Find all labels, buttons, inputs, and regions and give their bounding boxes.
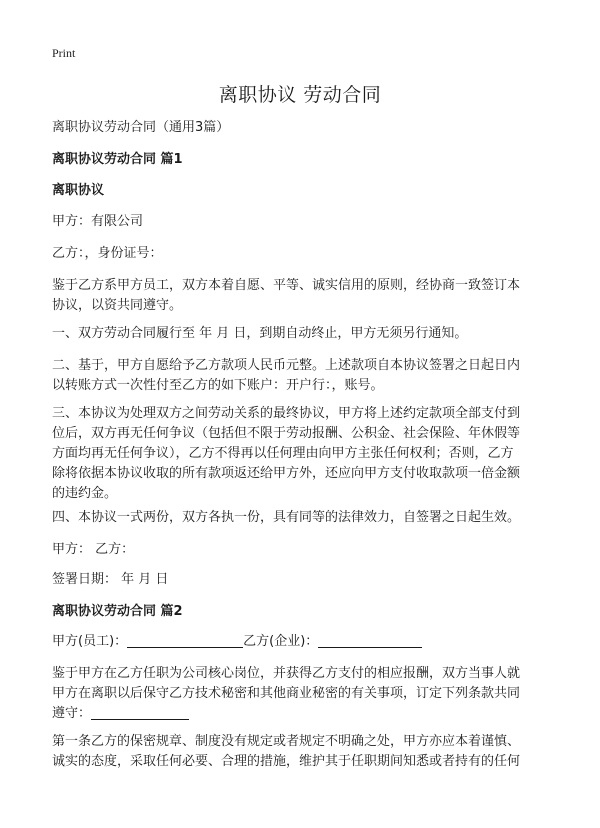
comply-blank bbox=[91, 705, 189, 720]
section-heading-2 bbox=[52, 602, 548, 622]
subtitle-text: 离职协议劳动合同（通用3篇） bbox=[52, 120, 230, 135]
paragraph-line-with-blank bbox=[52, 704, 548, 724]
employee-blank bbox=[127, 633, 243, 648]
section-heading-2-text: 离职协议劳动合同 篇2 bbox=[52, 604, 183, 619]
paragraph-line: 诚实的态度，采取任何必要、合理的措施，维护其于任职期间知悉或者持有的任何 bbox=[52, 754, 521, 769]
clause-4 bbox=[52, 508, 548, 528]
subtitle bbox=[52, 118, 548, 138]
clause-2 bbox=[52, 356, 548, 396]
paragraph-line: 三、本协议为处理双方之间劳动关系的最终协议，甲方将上述约定款项全部支付到 bbox=[52, 406, 521, 421]
paragraph-line: 二、基于，甲方自愿给予乙方款项人民币元整。上述款项自本协议签署之日起日内 bbox=[52, 358, 521, 373]
paragraph-line: 第一条乙方的保密规章、制度没有规定或者规定不明确之处，甲方亦应本着谨慎、 bbox=[52, 734, 521, 749]
party-fields-line bbox=[52, 632, 548, 652]
paragraph-line: 除将依据本协议收取的所有款项返还给甲方外，还应向甲方支付收取款项一倍金额 bbox=[52, 466, 521, 481]
paragraph-line: 四、本协议一式两份，双方各执一份，具有同等的法律效力，自签署之日起生效。 bbox=[52, 510, 521, 525]
paragraph-line: 方面均再无任何争议），乙方不得再以任何理由向甲方主张任何权利；否则，乙方 bbox=[52, 446, 514, 461]
clause-3 bbox=[52, 404, 548, 504]
signature-parties bbox=[52, 540, 548, 560]
section2-preamble bbox=[52, 664, 548, 724]
enterprise-blank bbox=[318, 633, 422, 648]
signature-date bbox=[52, 570, 548, 590]
employee-label: 甲方(员工)： bbox=[52, 634, 128, 649]
party-b-text: 乙方：，身份证号： bbox=[52, 246, 163, 261]
signature-date-text: 签署日期： 年 月 日 bbox=[52, 572, 169, 587]
party-fields bbox=[52, 632, 548, 652]
clause-1 bbox=[52, 324, 548, 344]
preamble-paragraph bbox=[52, 276, 548, 316]
party-a-line bbox=[52, 212, 548, 232]
section-heading-1-text: 离职协议劳动合同 篇1 bbox=[52, 152, 183, 167]
paragraph-line: 鉴于乙方系甲方员工，双方本着自愿、平等、诚实信用的原则，经协商一致签订本 bbox=[52, 278, 521, 293]
paragraph-line: 以转账方式一次性付至乙方的如下账户：开户行：，账号。 bbox=[52, 378, 384, 393]
paragraph-line: 一、双方劳动合同履行至 年 月 日，到期自动终止，甲方无须另行通知。 bbox=[52, 326, 468, 341]
signature-parties-text: 甲方： 乙方： bbox=[52, 542, 135, 557]
comply-label: 遵守： bbox=[52, 706, 92, 721]
paragraph-line: 鉴于甲方在乙方任职为公司核心岗位，并获得乙方支付的相应报酬，双方当事人就 bbox=[52, 666, 521, 681]
print-label: Print bbox=[52, 46, 76, 60]
paragraph-line: 的违约金。 bbox=[52, 486, 118, 501]
document-title: 离职协议 劳动合同 bbox=[218, 84, 382, 106]
agreement-heading bbox=[52, 181, 548, 201]
agreement-heading-text: 离职协议 bbox=[52, 183, 105, 198]
party-a-text: 甲方：有限公司 bbox=[52, 214, 144, 229]
article-1 bbox=[52, 732, 548, 772]
paragraph-line: 甲方在离职以后保守乙方技术秘密和其他商业秘密的有关事项，订定下列条款共同 bbox=[52, 686, 521, 701]
paragraph-line: 协议，以资共同遵守。 bbox=[52, 298, 183, 313]
enterprise-label: 乙方(企业)： bbox=[243, 634, 319, 649]
party-b-line bbox=[52, 244, 548, 264]
paragraph-line: 位后，双方再无任何争议（包括但不限于劳动报酬、公积金、社会保险、年休假等 bbox=[52, 426, 521, 441]
section-heading-1 bbox=[52, 150, 548, 170]
